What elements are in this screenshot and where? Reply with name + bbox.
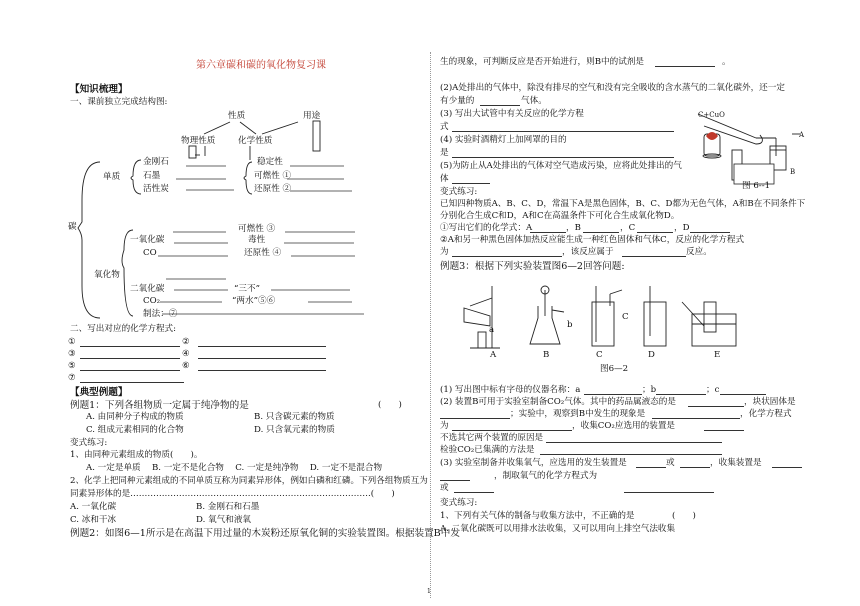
q-2g: 不选其它两个装置的原因是: [440, 433, 544, 443]
q-2e: 为: [440, 421, 449, 431]
eq-num-5: ⑤: [68, 361, 76, 371]
q-2d: ，化学方程式: [740, 409, 792, 419]
variant-2-option-b[interactable]: B. 金刚石和石墨: [196, 502, 260, 512]
r-variant-c: ，C: [620, 223, 636, 233]
blank-b[interactable]: [583, 232, 619, 233]
r-blank-2[interactable]: [480, 105, 520, 106]
r-blank-5[interactable]: [452, 183, 490, 184]
node-huanyuan: 还原性 ②: [254, 184, 292, 194]
exercise-1-paren: ( ): [672, 511, 696, 521]
label-c: C: [622, 312, 629, 322]
eq-num-3: ③: [68, 349, 76, 359]
variant-heading: 变式练习:: [70, 438, 108, 448]
blank-q1-c[interactable]: [720, 394, 766, 395]
q-1c: ；c: [706, 385, 720, 395]
node-wending: 稳定性: [257, 157, 283, 167]
blank-q3-gen-2[interactable]: [680, 467, 710, 468]
r-line-5: (5)为防止从A处排出的气体对空气造成污染，应将此处排出的气: [440, 161, 682, 171]
blank-q3-col-2a[interactable]: [440, 480, 470, 481]
blank-equation[interactable]: [452, 256, 562, 257]
eq-blank-1[interactable]: [80, 346, 180, 347]
eq-num-4: ④: [182, 349, 190, 359]
variant-2-line-1: 2、化学上把同种元素组成的不同单质互称为同素异形体，例如白磷和红磷。下列各组物质互为: [70, 476, 428, 486]
label-a: a: [489, 325, 495, 335]
blank-q2-equation[interactable]: [452, 430, 572, 431]
q-1b: ；b: [642, 385, 657, 395]
blank-d[interactable]: [690, 232, 730, 233]
node-kerx3: 可燃性 ③: [238, 224, 276, 234]
question-1: 一、课前独立完成结构图:: [70, 97, 168, 107]
node-zhifa: 制法：⑦: [143, 309, 178, 319]
r-line-4b: 是: [440, 148, 449, 158]
example-1-option-b[interactable]: B. 只含碳元素的物质: [254, 412, 335, 422]
node-yanghuawu: 氧化物: [94, 270, 120, 280]
example-1-option-c[interactable]: C. 组成元素相同的化合物: [86, 425, 184, 435]
figure-6-2: [460, 276, 760, 356]
fig-label-d: D: [648, 350, 655, 360]
node-yiyanghuatan: 一氧化碳: [130, 235, 165, 245]
blank-q2-collect[interactable]: [704, 430, 744, 431]
eq-blank-5[interactable]: [80, 370, 180, 371]
r-variant-heading: 变式练习:: [440, 187, 478, 197]
r-blank-4[interactable]: [452, 157, 674, 158]
r-line-1: 生的现象，可判断反应是否开始进行，则B中的试剂是: [440, 57, 644, 67]
exercise-1-option-a[interactable]: A. 二氧化碳既可以用排水法收集，又可以用向上排空气法收集: [440, 524, 676, 534]
example-3: 例题3：根据下列实验装置图6—2回答问题:: [440, 261, 625, 272]
r-line-4: (4) 实验时酒精灯上加网罩的目的: [440, 135, 567, 145]
blank-c[interactable]: [637, 232, 673, 233]
node-wuli: 物理性质: [181, 136, 216, 146]
blank-q3-col-1[interactable]: [772, 467, 802, 468]
section-heading-examples: 【典型例题】: [70, 387, 128, 398]
figure-6-1-label-a: A: [799, 131, 805, 139]
eq-blank-2[interactable]: [198, 346, 326, 347]
variant-1: 1、由同种元素组成的物质( )。: [70, 450, 203, 460]
node-co2: CO₂: [143, 296, 161, 306]
node-jingangshi: 金刚石: [143, 157, 169, 167]
q-2b: ，块状固体是: [744, 397, 796, 407]
q-3c: ，收集装置是: [710, 458, 762, 468]
example-1-option-a[interactable]: A. 由同种分子构成的物质: [86, 412, 184, 422]
blank-q2-liquid[interactable]: [688, 406, 744, 407]
r-variant-end: 反应。: [686, 247, 712, 257]
r-variant-line-2: 分别化合生成C和D，A和C在高温条件下可化合生成氧化物D。: [440, 211, 680, 221]
node-xingzhi: 性质: [228, 111, 246, 121]
node-dan: 单质: [103, 172, 121, 182]
variant-1-options[interactable]: A. 一定是单质 B. 一定不是化合物 C. 一定是纯净物 D. 一定不是混合物: [86, 463, 383, 473]
r-variant-heading-2: 变式练习:: [440, 498, 478, 508]
r-blank-1[interactable]: [655, 66, 715, 67]
q-3d: 或: [440, 483, 449, 493]
eq-blank-7[interactable]: [80, 382, 184, 383]
figure-6-1-label-b: B: [790, 168, 796, 176]
blank-q3-gen-1[interactable]: [636, 467, 666, 468]
eq-blank-4[interactable]: [198, 358, 326, 359]
r-variant-line-3: ①写出它们的化学式：A: [440, 223, 533, 233]
q-2h: 检验CO₂已集满的方法是: [440, 445, 535, 455]
blank-q1-b[interactable]: [656, 394, 706, 395]
blank-q1-a[interactable]: [584, 394, 642, 395]
node-sanbu: “三不”: [234, 284, 260, 294]
r-variant-b: ，B: [566, 223, 581, 233]
node-shimo: 石墨: [143, 171, 161, 181]
q-1: (1) 写出图中标有字母的仪器名称：a: [440, 385, 581, 395]
example-1-paren: ( ): [378, 400, 402, 410]
blank-q3-equation[interactable]: [624, 492, 714, 493]
node-yongtu: 用途: [303, 111, 321, 121]
example-2: 例题2：如图6—1所示是在高温下用过量的木炭粉还原氧化铜的实验装置图。根据装置B中发: [70, 528, 460, 539]
exercise-1: 1、下列有关气体的制备与收集方法中，不正确的是: [440, 511, 635, 521]
r-variant-d: ，D: [674, 223, 690, 233]
blank-q3-col-2[interactable]: [454, 492, 494, 493]
r-variant-line-1: 已知四种物质A、B、C、D，常温下A是黑色固体，B、C、D都为无色气体，A和B在不同条件下: [440, 199, 806, 209]
figure-6-1-reagent: C+CuO: [698, 111, 725, 119]
example-1-option-d[interactable]: D. 只含氧元素的物质: [254, 425, 335, 435]
figure-6-2-caption: 图6—2: [600, 364, 629, 374]
eq-num-2: ②: [182, 337, 190, 347]
blank-q2-phenomenon[interactable]: [652, 418, 740, 419]
question-2: 二、写出对应的化学方程式:: [70, 324, 177, 334]
q-3b: 或: [666, 458, 675, 468]
blank-q2-test[interactable]: [540, 454, 722, 455]
r-blank-3[interactable]: [452, 131, 674, 132]
eq-blank-6[interactable]: [198, 370, 326, 371]
q-2f: ，收集CO₂应选用的装置是: [572, 421, 676, 431]
fig-label-a: A: [490, 350, 497, 360]
blank-q2-solid[interactable]: [440, 418, 510, 419]
eq-blank-3[interactable]: [80, 358, 180, 359]
variant-2-option-c[interactable]: C. 冰和干冰: [70, 515, 117, 525]
node-tan: 碳: [68, 222, 77, 232]
r-line-5b: 体: [440, 174, 449, 184]
node-huanyuan4: 还原性 ④: [244, 248, 282, 258]
q-3e: ，制取氧气的化学方程式为: [494, 471, 598, 481]
r-line-2c: 气体。: [521, 96, 547, 106]
q-2c: ；实验中，观察到B中发生的现象是: [510, 409, 646, 419]
r-line-2: (2)A处排出的气体中，除没有排尽的空气和没有完全吸收的含水蒸气的二氧化碳外，还一定: [440, 83, 785, 93]
node-duxing: 毒性: [248, 235, 266, 245]
variant-2-line-2: 同素异形体的是…………………………………………………………………………( ): [70, 489, 395, 499]
page-title: 第六章碳和碳的氧化物复习课: [196, 60, 326, 71]
q-3: (3) 实验室制备并收集氧气，应选用的发生装置是: [440, 458, 627, 468]
q-2: (2) 装置B可用于实验室制备CO₂气体。其中的药品属液态的是: [440, 397, 676, 407]
section-heading-knowledge: 【知识梳理】: [70, 84, 128, 95]
r-line-3b: 式: [440, 122, 449, 132]
fig-label-b: B: [543, 350, 550, 360]
r-line-1-end: 。: [722, 57, 731, 67]
blank-q2-reason[interactable]: [546, 442, 722, 443]
eq-num-1: ①: [68, 337, 76, 347]
node-co: CO: [143, 248, 157, 258]
r-variant-line-5: 为: [440, 247, 449, 257]
fig-label-e: E: [714, 350, 721, 360]
figure-6-1-caption: 图 6--1: [742, 181, 771, 191]
fig-label-c: C: [596, 350, 603, 360]
eq-num-7: ⑦: [68, 373, 76, 383]
label-b: b: [567, 320, 573, 330]
blank-a[interactable]: [530, 232, 566, 233]
node-lianghe: “两水”⑤⑥: [232, 296, 276, 306]
example-1: 例题1：下列各组物质一定属于纯净物的是: [70, 400, 249, 411]
node-huoxingtan: 活性炭: [143, 184, 169, 194]
eq-num-6: ⑥: [182, 361, 190, 371]
node-huaxue: 化学性质: [238, 136, 273, 146]
r-line-3: (3) 写出大试管中有关反应的化学方程: [440, 109, 584, 119]
r-line-2b: 有少量的: [440, 96, 475, 106]
variant-2-option-a[interactable]: A. 一氧化碳: [70, 502, 117, 512]
variant-2-option-d[interactable]: D. 氧气和液氧: [196, 515, 252, 525]
page-number: 1: [427, 588, 431, 595]
r-variant-line-4: ②A和另一种黑色固体加热反应能生成一种红色固体和气体C，反应的化学方程式: [440, 235, 745, 245]
node-kerxing: 可燃性 ①: [254, 171, 292, 181]
node-eryanghuatan: 二氧化碳: [130, 284, 165, 294]
blank-reaction-type[interactable]: [622, 256, 686, 257]
r-variant-type: ，该反应属于: [562, 247, 614, 257]
